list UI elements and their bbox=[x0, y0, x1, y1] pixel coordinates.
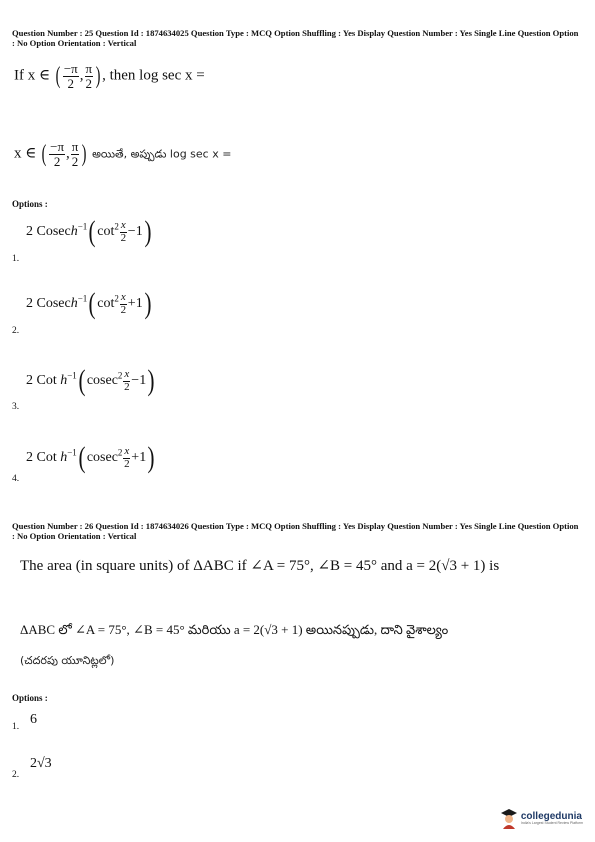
q25-en-prefix: If x ∈ bbox=[14, 67, 51, 84]
q26-option-1-number: 1. bbox=[12, 722, 20, 732]
q25-te-prefix: x ∈ bbox=[14, 145, 37, 162]
q26-option-2[interactable]: 2√3 bbox=[30, 756, 52, 771]
q26-option-1[interactable]: 6 bbox=[30, 712, 37, 727]
question-25-english: If x ∈ ( $\frac{-\pi}{2}$ , $\frac{\pi}{2}$ ) , then log sec x = bbox=[14, 61, 205, 91]
q25-option-3-number: 3. bbox=[12, 402, 20, 412]
q25-options-label: Options : bbox=[12, 199, 48, 209]
q25-option-2[interactable]: 2 Cosech$^{-1}$( $\cot^2$ $\frac{x}{2}$ +1) bbox=[26, 287, 152, 320]
graduate-icon bbox=[500, 808, 518, 830]
q25-option-4-number: 4. bbox=[12, 474, 20, 484]
q26-options-label: Options : bbox=[12, 693, 48, 703]
q26-option-2-number: 2. bbox=[12, 770, 20, 780]
question-26-english: The area (in square units) of ΔABC if ∠A = 75°, ∠B = 45° and a = 2(√3 + 1) is bbox=[20, 558, 500, 574]
collegedunia-logo bbox=[500, 808, 583, 830]
q25-option-1[interactable]: 2 Cosech$^{-1}$( $\cot^2$ $\frac{x}{2}$ −1) bbox=[26, 215, 152, 248]
q25-en-suffix: , then log sec x = bbox=[102, 67, 205, 84]
logo-name: collegedunia bbox=[520, 811, 582, 823]
q25-option-2-number: 2. bbox=[12, 326, 20, 336]
q25-option-3[interactable]: 2 Cot $h^{-1}$( cosec$^2$ $\frac{x}{2}$ −1) bbox=[26, 364, 155, 397]
question-26-telugu-line-2: (చదరపు యూనిట్లలో) bbox=[20, 654, 115, 667]
question-26-telugu-line-1: ΔABC లో ∠A = 75°, ∠B = 45° మరియు a = 2(√3 + 1) అయినప్పుడు, దాని వైశాల్యం bbox=[20, 622, 449, 637]
q25-option-4[interactable]: 2 Cot $h^{-1}$( cosec$^2$ $\frac{x}{2}$ +1) bbox=[26, 441, 155, 474]
q25-te-suffix: అయితే, అప్పుడు log sec x = bbox=[92, 147, 232, 161]
logo-tagline: India's Largest Student Review Platform bbox=[520, 821, 583, 826]
question-26-header: Question Number : 26 Question Id : 1874634026 Question Type : MCQ Option Shuffling : Yes Display Question Number : Yes Single Line Question Option : No Option Orientation : Vertical bbox=[12, 521, 579, 541]
question-25-header: Question Number : 25 Question Id : 1874634025 Question Type : MCQ Option Shuffling : Yes Display Question Number : Yes Single Line Question Option : No Option Orientation : Vertical bbox=[12, 28, 579, 48]
question-25-telugu: x ∈ ( $\frac{-\pi}{2}$ , $\frac{\pi}{2}$ ) అయితే, అప్పుడు log sec x = bbox=[14, 139, 232, 169]
q25-option-1-number: 1. bbox=[12, 254, 20, 264]
